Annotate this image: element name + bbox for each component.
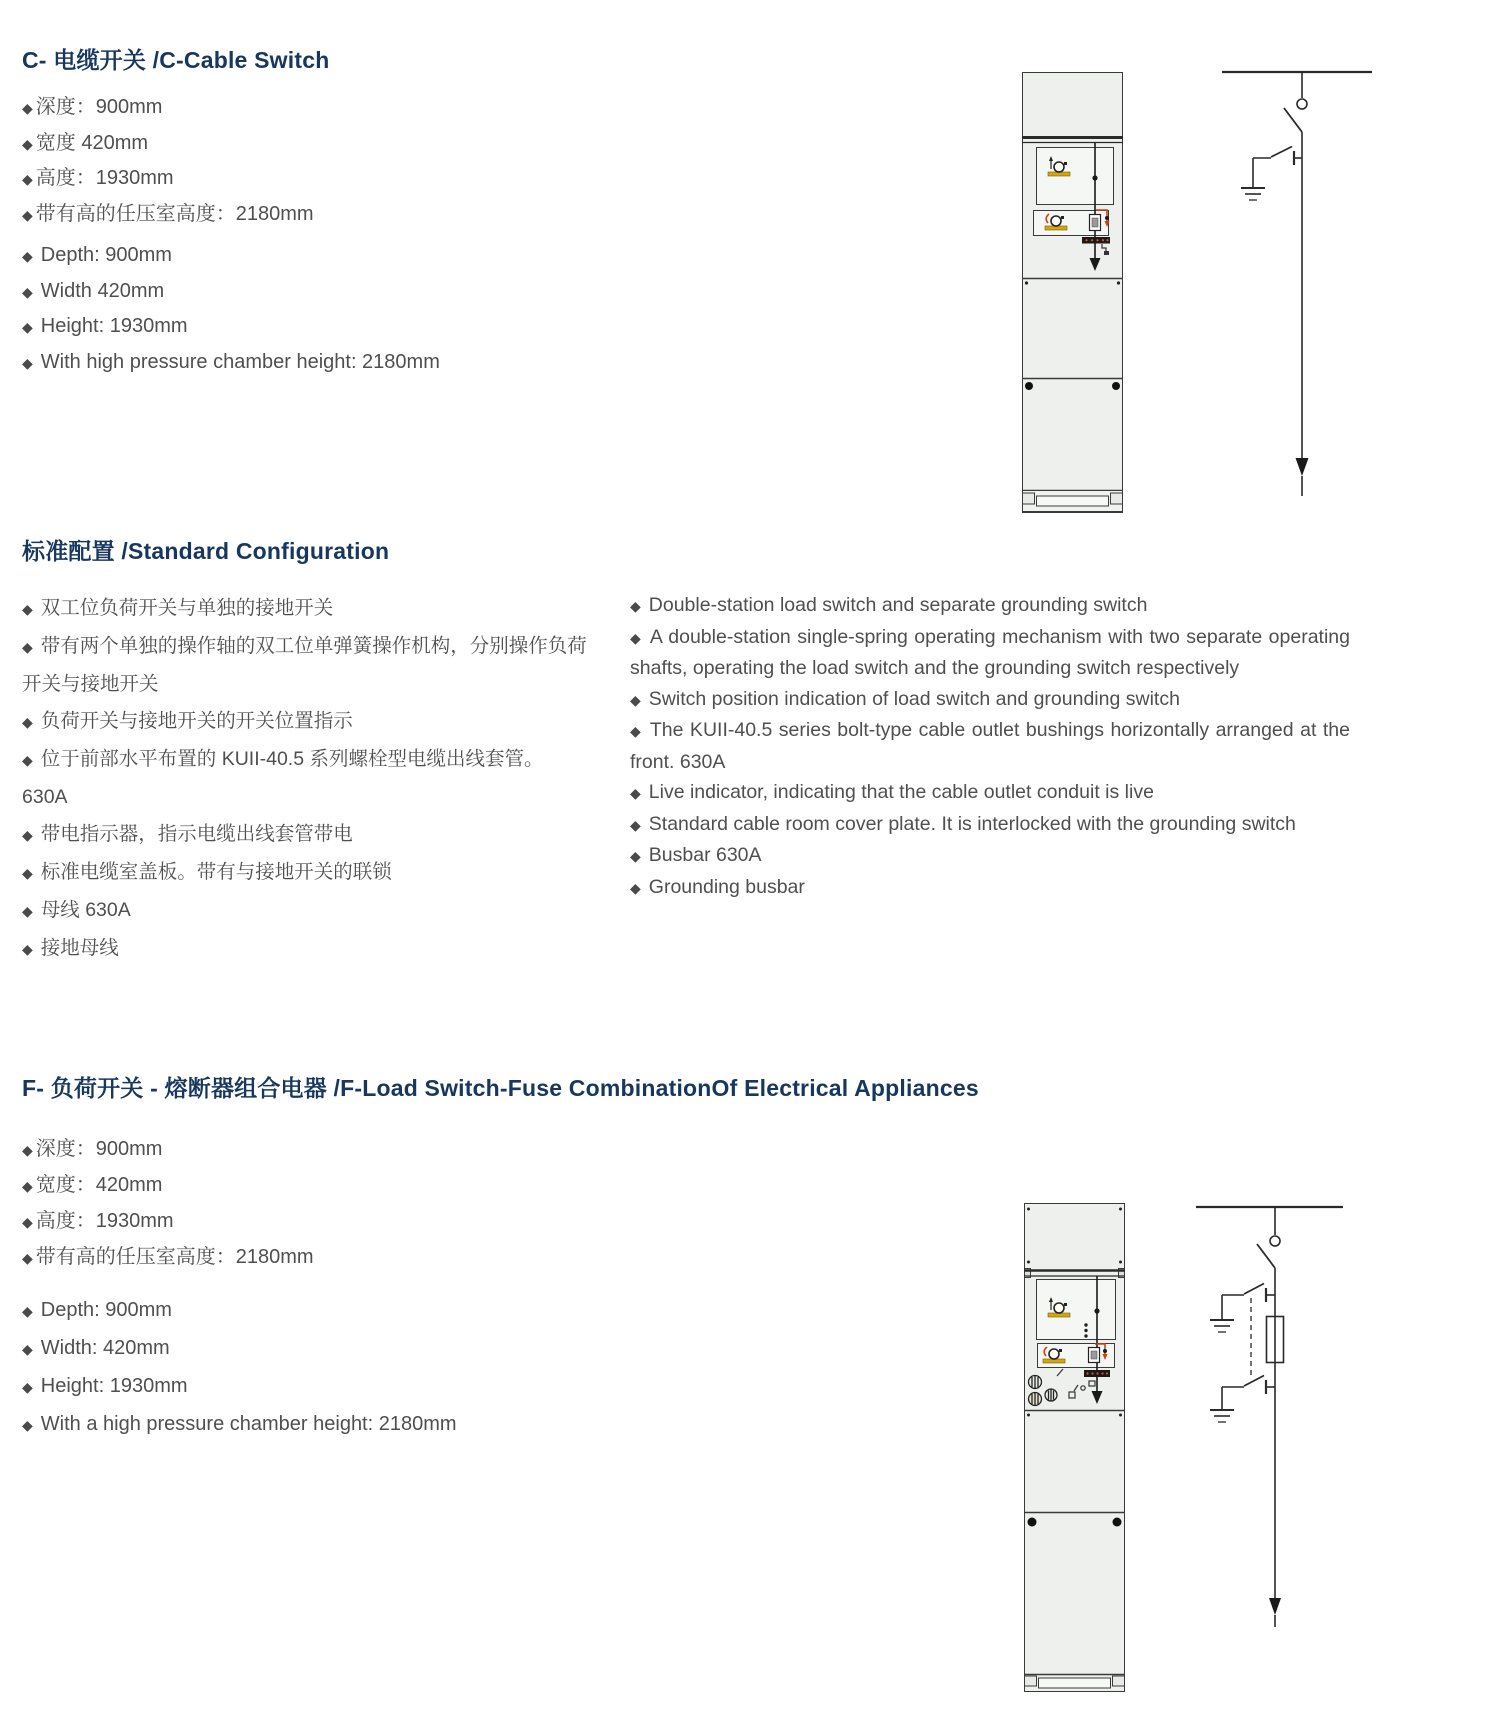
ground-switch-blade <box>1271 147 1292 158</box>
bullet-item <box>22 1368 457 1406</box>
diamond-bullet-icon: ◆ <box>630 848 641 864</box>
section-c-heading: C- 电缆开关 /C-Cable Switch <box>22 47 330 73</box>
bullet-item <box>630 872 1350 904</box>
section-f-cn-list <box>22 1132 314 1276</box>
diamond-bullet-icon: ◆ <box>22 827 33 843</box>
bullet-item <box>630 715 1350 777</box>
standard-config-heading: 标准配置 /Standard Configuration <box>22 538 390 564</box>
terminal-strip-icon <box>1084 1370 1110 1377</box>
bullet-item <box>22 197 314 233</box>
diamond-bullet-icon: ◆ <box>22 1417 33 1433</box>
bullet-item <box>22 1330 457 1368</box>
diamond-bullet-icon: ◆ <box>22 206 33 223</box>
diamond-bullet-icon: ◆ <box>22 1303 33 1319</box>
c-cabinet-diagram <box>1012 52 1132 522</box>
bullet-item <box>22 854 587 892</box>
f-circuit-diagram <box>1185 1195 1395 1640</box>
diamond-bullet-icon: ◆ <box>630 816 641 833</box>
feeder-arrow <box>1296 458 1309 476</box>
bullet-item <box>22 1168 314 1204</box>
bushing-circle <box>1297 99 1307 109</box>
load-switch-panel <box>1037 1280 1116 1340</box>
ground-switch-blade <box>1244 1376 1264 1387</box>
bullet-text: 带有高的任压室高度：2180mm <box>35 202 314 225</box>
diamond-bullet-icon: ◆ <box>22 1178 33 1194</box>
diamond-bullet-icon: ◆ <box>22 752 33 768</box>
bullet-text: Height: 1930mm <box>40 1375 188 1397</box>
bullet-item <box>22 238 440 274</box>
bullet-item <box>22 590 587 628</box>
bullet-item <box>22 703 587 741</box>
diamond-bullet-icon: ◆ <box>22 171 33 187</box>
diamond-bullet-icon: ◆ <box>22 100 33 116</box>
bullet-text: 双工位负荷开关与单独的接地开关 <box>40 597 334 619</box>
bullet-item <box>22 1292 457 1330</box>
bullet-item <box>22 126 314 162</box>
bullet-text: 标准电缆室盖板。带有与接地开关的联锁 <box>40 861 392 883</box>
bushing-circle <box>1270 1236 1280 1246</box>
bullet-item <box>630 622 1350 684</box>
bullet-item <box>22 628 587 703</box>
bullet-text: 宽度：420mm <box>35 1174 163 1196</box>
bullet-item <box>22 90 314 126</box>
bullet-text: 深度：900mm <box>35 1138 163 1160</box>
diamond-bullet-icon: ◆ <box>22 135 33 152</box>
bullet-text: 高度：1930mm <box>35 167 174 189</box>
bullet-text: 带电指示器，指示电缆出线套管带电 <box>40 823 353 845</box>
bullet-text: 位于前部水平布置的 KUII-40.5 系列螺栓型电缆出线套管。630A <box>22 748 544 808</box>
section-f-en-list <box>22 1292 457 1444</box>
bullet-item <box>22 1132 314 1168</box>
c-circuit-diagram <box>1185 55 1395 505</box>
bullet-text: A double-station single-spring operating mechanism with two separate operating shafts, operating the load switch and the grounding switch respectively <box>630 625 1350 679</box>
bullet-item <box>22 274 440 310</box>
bullet-text: With high pressure chamber height: 2180mm <box>40 350 440 373</box>
bullet-text: 深度：900mm <box>35 96 163 118</box>
bullet-item <box>22 1406 457 1444</box>
bullet-text: Double-station load switch and separate grounding switch <box>648 594 1148 616</box>
bullet-text: Height: 1930mm <box>40 315 188 337</box>
bullet-text: 接地母线 <box>40 937 119 959</box>
bullet-text: Width: 420mm <box>40 1337 170 1359</box>
bullet-item <box>630 777 1350 809</box>
diamond-bullet-icon: ◆ <box>22 1341 33 1357</box>
diamond-bullet-icon: ◆ <box>22 941 33 957</box>
diamond-bullet-icon: ◆ <box>22 283 33 300</box>
bullet-item <box>22 1204 314 1240</box>
diamond-bullet-icon: ◆ <box>22 248 33 264</box>
ground-switch-blade <box>1244 1284 1264 1295</box>
diamond-bullet-icon: ◆ <box>22 903 33 919</box>
bullet-item <box>630 840 1350 872</box>
bullet-text: Live indicator, indicating that the cable outlet conduit is live <box>648 781 1154 803</box>
standard-config-cn-list <box>22 590 587 968</box>
load-switch-blade <box>1284 108 1302 132</box>
bullet-text: Busbar 630A <box>648 844 762 866</box>
bullet-item <box>22 161 314 197</box>
bullet-text: Standard cable room cover plate. It is interlocked with the grounding switch <box>648 812 1296 835</box>
load-switch-blade <box>1257 1244 1275 1268</box>
diamond-bullet-icon: ◆ <box>22 714 33 730</box>
section-c-en-list <box>22 238 440 380</box>
f-cabinet-diagram <box>1012 1195 1132 1700</box>
bullet-item <box>22 741 587 816</box>
bullet-text: 带有两个单独的操作轴的双工位单弹簧操作机构，分别操作负荷开关与接地开关 <box>22 635 587 695</box>
bullet-item <box>22 345 440 381</box>
bullet-text: 宽度 420mm <box>35 131 149 154</box>
bullet-text: With a high pressure chamber height: 2180mm <box>40 1413 457 1435</box>
diamond-bullet-icon: ◆ <box>22 1250 33 1266</box>
diamond-bullet-icon: ◆ <box>630 879 641 896</box>
diamond-bullet-icon: ◆ <box>22 319 33 335</box>
bullet-text: 母线 630A <box>40 899 131 921</box>
bullet-text: Depth: 900mm <box>40 1299 172 1321</box>
bullet-item <box>22 1240 314 1276</box>
diamond-bullet-icon: ◆ <box>22 1142 33 1158</box>
section-f-heading: F- 负荷开关 - 熔断器组合电器 /F-Load Switch-Fuse CombinationOf Electrical Appliances <box>22 1075 979 1101</box>
bullet-text: The KUII-40.5 series bolt-type cable outlet bushings horizontally arranged at the front. 630A <box>630 719 1350 773</box>
diamond-bullet-icon: ◆ <box>630 785 641 801</box>
bullet-text: Depth: 900mm <box>40 244 172 266</box>
bullet-item <box>22 309 440 345</box>
diamond-bullet-icon: ◆ <box>630 691 641 708</box>
bullet-text: Width 420mm <box>40 279 165 302</box>
bullet-item <box>630 684 1350 716</box>
bullet-text: Switch position indication of load switch and grounding switch <box>648 687 1180 710</box>
diamond-bullet-icon: ◆ <box>22 601 33 617</box>
feeder-arrow <box>1269 1598 1281 1615</box>
bullet-item <box>22 816 587 854</box>
section-c-cn-list <box>22 90 314 232</box>
cabinet-body <box>1025 1204 1125 1692</box>
bullet-text: 高度：1930mm <box>35 1210 174 1232</box>
bullet-item <box>630 809 1350 841</box>
diamond-bullet-icon: ◆ <box>630 598 641 614</box>
bullet-text: 负荷开关与接地开关的开关位置指示 <box>40 710 353 732</box>
bullet-item <box>22 892 587 930</box>
diamond-bullet-icon: ◆ <box>22 865 33 881</box>
bullet-item <box>630 590 1350 622</box>
diamond-bullet-icon: ◆ <box>22 1214 33 1230</box>
bullet-item <box>22 930 587 968</box>
diamond-bullet-icon: ◆ <box>630 723 642 739</box>
diamond-bullet-icon: ◆ <box>22 639 33 655</box>
bullet-text: 带有高的任压室高度：2180mm <box>35 1246 314 1268</box>
diamond-bullet-icon: ◆ <box>22 354 33 371</box>
standard-config-en-list <box>630 590 1350 903</box>
bullet-text: Grounding busbar <box>648 875 805 898</box>
diamond-bullet-icon: ◆ <box>22 1379 33 1395</box>
diamond-bullet-icon: ◆ <box>630 629 642 646</box>
